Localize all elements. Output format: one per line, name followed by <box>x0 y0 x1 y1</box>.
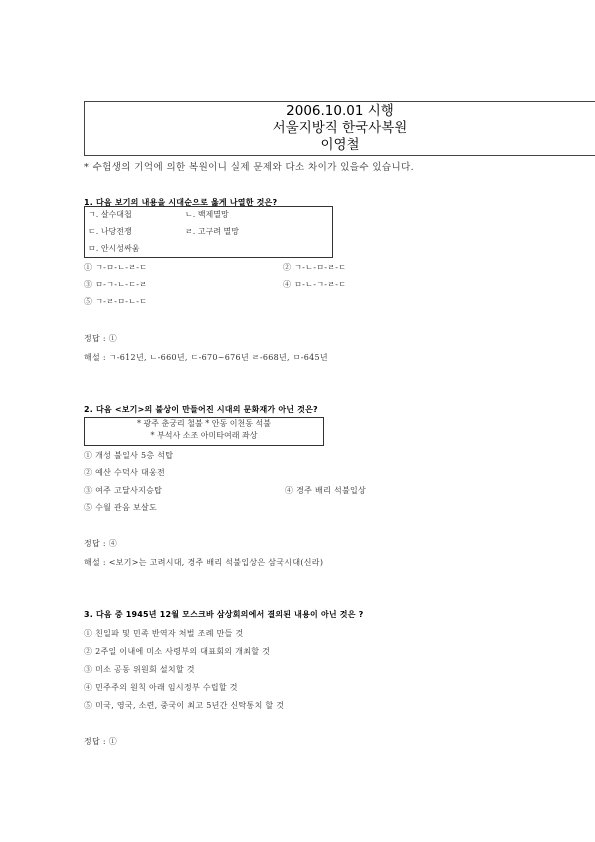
question-2-option: ⑤ 수월 관음 보살도 <box>84 503 158 512</box>
question-3-title: 3. 다음 중 1945년 12월 모스크바 삼상회의에서 결의된 내용이 아닌 것은 ? <box>84 610 364 619</box>
author-name: 이영철 <box>320 137 360 153</box>
question-1-answer: 정답 : ① <box>84 334 118 343</box>
disclaimer-notice: * 수험생의 기억에 의한 복원이니 실제 문제와 다소 차이가 있을수 있습니다. <box>84 162 415 173</box>
bogi-item-c: ㄷ. 나당전쟁 <box>88 227 132 236</box>
question-3-option: ③ 미소 공동 위원회 설치할 것 <box>84 665 195 674</box>
bogi-item-d: ㄹ. 고구려 멸망 <box>185 227 239 236</box>
question-1-option: ④ ㅁ-ㄴ-ㄱ-ㄹ-ㄷ <box>283 280 347 289</box>
question-2-option: ① 개성 불일사 5층 석탑 <box>84 451 174 460</box>
question-1-title: 1. 다음 보기의 내용을 시대순으로 옳게 나열한 것은? <box>84 198 278 207</box>
question-2-option: ② 예산 수덕사 대웅전 <box>84 468 166 477</box>
question-2-title: 2. 다음 <보기>의 불상이 만들어진 시대의 문화재가 아닌 것은? <box>84 405 318 414</box>
bogi-item-a: ㄱ. 살수대첩 <box>88 210 132 219</box>
question-2-answer: 정답 : ④ <box>84 539 118 548</box>
bogi-item-b: ㄴ. 백제멸망 <box>185 210 229 219</box>
bogi-row-1: * 광주 춘궁리 철불 * 안동 이천동 석불 <box>137 419 271 428</box>
question-1-option: ② ㄱ-ㄴ-ㅁ-ㄹ-ㄷ <box>283 263 347 272</box>
question-1-bogi-box <box>84 206 333 258</box>
question-2-option: ③ 여주 고달사지승탑 <box>84 486 163 495</box>
bogi-item-e: ㅁ. 안시성싸움 <box>88 244 140 253</box>
exam-name-title: 서울지방직 한국사복원 <box>272 120 408 136</box>
question-2-option: ④ 경주 배리 석불입상 <box>285 486 367 495</box>
question-1-option: ③ ㅁ-ㄱ-ㄴ-ㄷ-ㄹ <box>84 280 148 289</box>
question-3-option: ⑤ 미국, 영국, 소련, 중국이 최고 5년간 신탁통치 할 것 <box>84 701 285 710</box>
question-1-option: ⑤ ㄱ-ㄹ-ㅁ-ㄴ-ㄷ <box>84 297 148 306</box>
exam-date-title: 2006.10.01 시행 <box>286 103 394 119</box>
question-2-explanation: 해설 : <보기>는 고려시대, 경주 배리 석불입상은 삼국시대(신라) <box>84 558 324 567</box>
bogi-row-2: * 부석사 소조 아미타여래 좌상 <box>150 431 258 440</box>
question-1-explanation: 해설 : ㄱ-612년, ㄴ-660년, ㄷ-670~676년 ㄹ-668년, ㅁ-645년 <box>84 353 328 362</box>
question-3-option: ② 2주일 이내에 미소 사령부의 대표회의 개최할 것 <box>84 647 271 656</box>
question-3-answer: 정답 : ① <box>84 737 118 746</box>
question-1-option: ① ㄱ-ㅁ-ㄴ-ㄹ-ㄷ <box>84 263 148 272</box>
question-3-option: ④ 민주주의 원칙 아래 임시정부 수립할 것 <box>84 683 238 692</box>
question-2-bogi-box <box>84 417 324 446</box>
title-box <box>84 101 595 156</box>
question-3-option: ① 친일파 및 민족 반역자 처벌 조례 만들 것 <box>84 629 244 638</box>
